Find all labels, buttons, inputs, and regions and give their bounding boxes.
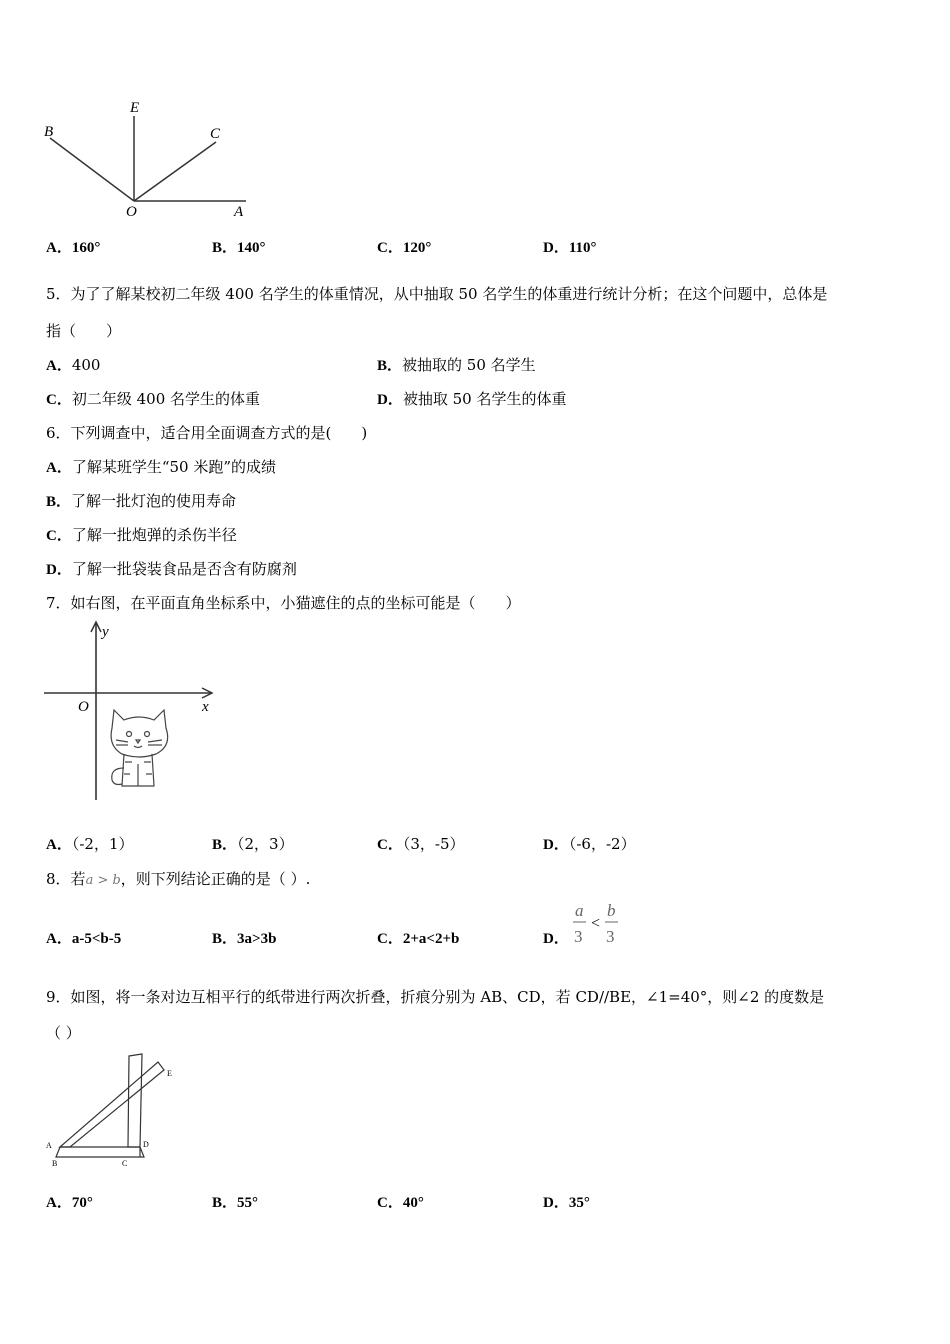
- q4-option-c[interactable]: C．120°: [377, 240, 432, 256]
- q4-option-d[interactable]: D．110°: [543, 240, 597, 256]
- label-O: O: [78, 699, 89, 715]
- q7-stem: 7．如右图，在平面直角坐标系中，小猫遮住的点的坐标可能是（ ）: [46, 594, 521, 612]
- q7-coordinate-figure: [44, 618, 224, 808]
- svg-text:b: b: [607, 901, 616, 920]
- q9-option-a[interactable]: A．70°: [46, 1195, 93, 1211]
- q9-stem-line1: 9．如图，将一条对边互相平行的纸带进行两次折叠，折痕分别为 AB、CD，若 CD//BE，∠1=40°，则∠2 的度数是: [46, 988, 825, 1006]
- q4-angle-figure: [40, 98, 260, 223]
- label-C: C: [210, 126, 221, 142]
- q9-option-d[interactable]: D．35°: [543, 1195, 590, 1211]
- q8-option-c[interactable]: C．2+a<2+b: [377, 931, 460, 947]
- q6-stem: 6．下列调查中，适合用全面调查方式的是( ): [46, 424, 368, 442]
- q7-option-d[interactable]: D．（-6，-2）: [543, 835, 636, 853]
- q8-stem: 8．若a > b，则下列结论正确的是（ ）.: [46, 870, 311, 888]
- q5-option-b[interactable]: B．被抽取的 50 名学生: [377, 356, 536, 374]
- q4-option-b[interactable]: B．140°: [212, 240, 266, 256]
- q5-option-a[interactable]: A．400: [46, 356, 101, 374]
- q6-option-d[interactable]: D．了解一批袋装食品是否含有防腐剂: [46, 560, 297, 578]
- q7-option-b[interactable]: B．（2，3）: [212, 835, 294, 853]
- label-y: y: [102, 624, 109, 640]
- q9-option-c[interactable]: C．40°: [377, 1195, 424, 1211]
- label-C: C: [122, 1159, 128, 1168]
- q8-option-d[interactable]: D．: [543, 931, 569, 947]
- q7-option-a[interactable]: A．（-2，1）: [46, 835, 134, 853]
- q8-option-a[interactable]: A．a-5<b-5: [46, 931, 122, 947]
- q9-folding-figure: [42, 1050, 192, 1175]
- q5-option-d[interactable]: D．被抽取 50 名学生的体重: [377, 390, 567, 408]
- label-B: B: [44, 124, 54, 140]
- q6-option-c[interactable]: C．了解一批炮弹的杀伤半径: [46, 526, 237, 544]
- q5-option-c[interactable]: C．初二年级 400 名学生的体重: [46, 390, 261, 408]
- label-E: E: [130, 100, 140, 116]
- label-E: E: [167, 1069, 172, 1078]
- q5-stem-line2: 指（ ）: [46, 322, 122, 340]
- label-A: A: [234, 204, 244, 220]
- label-A: A: [46, 1141, 52, 1150]
- label-O: O: [126, 204, 137, 220]
- label-x: x: [202, 699, 209, 715]
- svg-text:<: <: [591, 915, 601, 932]
- q4-option-a[interactable]: A．160°: [46, 240, 101, 256]
- label-B: B: [52, 1159, 58, 1168]
- q9-stem-line2: （ ）: [46, 1024, 81, 1042]
- svg-text:3: 3: [606, 927, 615, 946]
- q5-stem-line1: 5．为了了解某校初二年级 400 名学生的体重情况，从中抽取 50 名学生的体重进行统计分析；在这个问题中，总体是: [46, 285, 828, 303]
- q6-option-b[interactable]: B．了解一批灯泡的使用寿命: [46, 492, 237, 510]
- q8-option-b[interactable]: B．3a>3b: [212, 931, 277, 947]
- q8-condition: a > b: [85, 873, 121, 888]
- q6-option-a[interactable]: A．了解某班学生“50 米跑”的成绩: [46, 458, 277, 476]
- svg-text:3: 3: [574, 927, 583, 946]
- q8-option-d-fraction: [568, 898, 628, 948]
- q9-option-b[interactable]: B．55°: [212, 1195, 259, 1211]
- svg-text:a: a: [575, 901, 584, 920]
- label-D: D: [143, 1140, 149, 1149]
- q7-option-c[interactable]: C．（3，-5）: [377, 835, 465, 853]
- cat-icon: [111, 710, 168, 786]
